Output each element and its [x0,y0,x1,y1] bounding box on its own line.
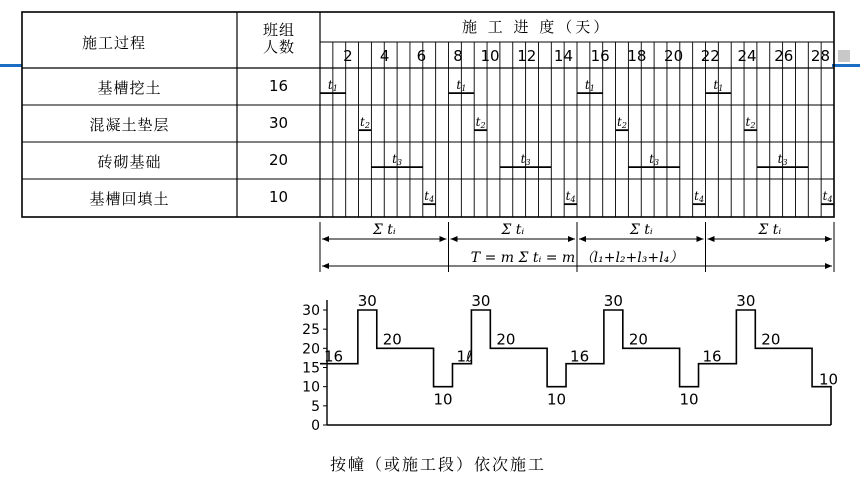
day-label: 24 [737,47,757,65]
step-value-label: 20 [382,330,402,349]
dimension-arrow [708,236,715,242]
day-label: 14 [553,47,573,65]
task-bar-label: t3 [649,152,660,168]
row-process-label: 砖砌基础 [97,153,162,171]
dimension-arrow [825,263,832,269]
step-value-label: 30 [471,292,491,310]
header-process: 施工过程 [82,34,147,52]
dimension-arrow [697,236,704,242]
step-value-label: 20 [496,330,516,349]
day-label: 26 [774,47,794,65]
task-bar-label: t2 [360,115,370,131]
sum-ti-label: Σ tᵢ [372,222,396,238]
step-value-label: 30 [357,292,377,310]
labor-step-chart [302,292,838,434]
row-crew-value: 16 [268,77,289,95]
task-bar-label: t4 [822,189,833,205]
caption: 按幢（或施工段）依次施工 [330,455,547,474]
step-value-label: 30 [603,292,623,310]
task-bar-label: t4 [424,189,435,205]
step-value-label: 10 [819,370,839,389]
day-label: 28 [810,47,830,65]
day-label: 6 [416,47,427,65]
slide-accent-bar-left [0,64,22,67]
step-value-label: 10 [433,390,453,409]
slide-grey-marker [838,50,850,62]
dimension-arrow [322,236,329,242]
day-label: 20 [664,47,684,65]
slide-accent-bar-right [832,64,860,67]
day-label: 22 [700,47,720,65]
sum-ti-label: Σ tᵢ [501,222,525,238]
row-process-label: 基槽挖土 [97,79,162,97]
y-tick-label: 5 [311,398,320,415]
step-value-label: 16 [570,347,590,366]
task-bar-label: t1 [327,78,338,94]
sum-ti-label: Σ tᵢ [758,222,782,238]
dimension-arrow [440,236,447,242]
step-value-label: 16 [702,347,722,366]
task-bar-label: t3 [392,152,403,168]
dimension-arrow [579,236,586,242]
task-bar-label: t4 [565,189,576,205]
task-bar-label: t1 [456,78,467,94]
sum-ti-label: Σ tᵢ [629,222,653,238]
step-value-label: 20 [628,330,648,349]
row-process-label: 基槽回填土 [89,190,170,208]
day-label: 8 [453,47,463,65]
y-tick-label: 30 [302,303,320,319]
step-value-label: 16 [324,347,344,366]
dimension-arrow [322,263,329,269]
task-bar-label: t3 [777,152,788,168]
step-value-label: 20 [761,330,781,349]
header-crew: 班组 人数 [262,21,295,56]
row-crew-value: 10 [268,188,289,206]
row-crew-value: 20 [268,151,289,169]
total-duration-formula: T = m Σ tᵢ = m （l₁+l₂+l₃+l₄） [470,250,684,266]
day-label: 4 [379,47,390,65]
dimension-lines [320,222,834,272]
row-crew-value: 30 [268,114,289,132]
day-label: 12 [517,47,537,65]
day-label: 10 [480,47,500,65]
y-tick-label: 10 [302,379,320,396]
dimension-arrow [825,236,832,242]
task-bar-label: t3 [520,152,531,168]
step-value-label: 10 [679,390,699,409]
y-tick-label: 15 [302,360,320,377]
task-bar-label: t2 [617,115,627,131]
task-bar-label: t4 [694,189,705,205]
step-value-label: 10 [547,390,567,409]
task-bar-label: t2 [745,115,756,131]
task-bar-label: t1 [584,78,595,94]
day-label: 18 [627,47,647,65]
dimension-arrow [451,236,458,242]
dimension-arrow [568,236,575,242]
row-process-label: 混凝土垫层 [89,116,170,134]
y-tick-label: 20 [302,341,320,358]
task-bar-label: t2 [475,115,486,131]
labor-step-line [320,310,831,425]
step-value-label: 1ℓ [456,347,473,366]
task-bar-label: t1 [713,78,724,94]
day-label: 16 [590,47,610,65]
y-tick-label: 0 [311,418,320,434]
day-label: 2 [343,47,353,65]
y-tick-label: 25 [302,322,320,339]
header-schedule: 施 工 进 度（天） [462,18,612,36]
step-value-label: 30 [736,292,756,310]
